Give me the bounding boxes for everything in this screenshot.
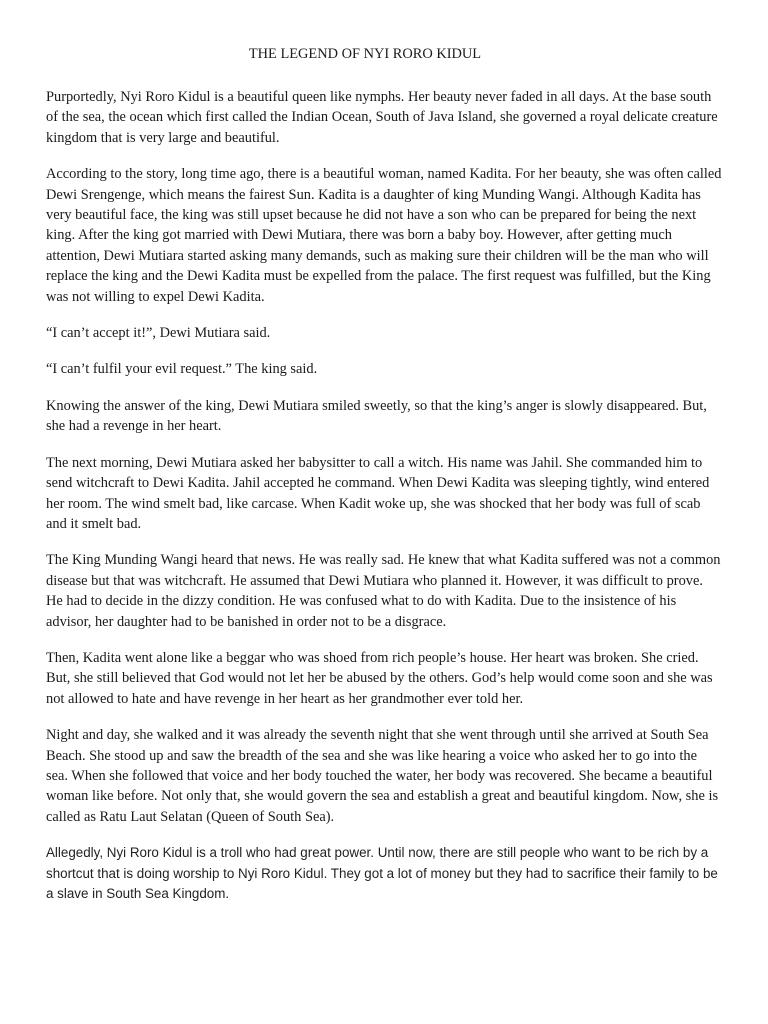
page-title: THE LEGEND OF NYI RORO KIDUL — [248, 46, 482, 62]
paragraph-3: “I can’t accept it!”, Dewi Mutiara said. — [46, 325, 271, 342]
paragraph-8: Then, Kadita went alone like a beggar who was shoed from rich people’s house. Her heart was broken. She cried. But, she still believed that God would not let her be abused by the others. God’s help would come soon and she was not allowed to hate and have revenge in her heart as her grandmother ever told her. — [46, 649, 713, 707]
paragraph-6: The next morning, Dewi Mutiara asked her babysitter to call a witch. His name was Jahil. She commanded him to send witchcraft to Dewi Kadita. Jahil accepted he command. When Dewi Kadita was sleeping tightly, wind entered her room. The wind smelt bad, like carcase. When Kadit woke up, she was shocked that her body was full of scab and it smelt bad. — [46, 454, 710, 532]
paragraph-7: The King Munding Wangi heard that news. He was really sad. He knew that what Kadita suffered was not a common disease but that was witchcraft. He assumed that Dewi Mutiara who planned it. However, it was difficult to prove. He had to decide in the dizzy condition. He was confused what to do with Kadita. Due to the insistence of his advisor, her daughter had to be banished in order not to be a disgrace. — [46, 552, 721, 630]
paragraph-2: According to the story, long time ago, there is a beautiful woman, named Kadita. For her beauty, she was often called Dewi Srengenge, which means the fairest Sun. Kadita is a daughter of king Munding Wangi. Although Kadita has very beautiful face, the king was still upset because he did not have a son who can be prepared for being the next king. After the king got married with Dewi Mutiara, there was born a baby boy. However, after getting much attention, Dewi Mutiara started asking many demands, such as making sure their children will be the man who will replace the king and the Dewi Kadita must be expelled from the palace. The first request was fulfilled, but the King was not willing to expel Dewi Kadita. — [46, 166, 722, 305]
paragraph-10: Allegedly, Nyi Roro Kidul is a troll who had great power. Until now, there are still people who want to be rich by a shortcut that is doing worship to Nyi Roro Kidul. They got a lot of money but they had to sacrifice their family to be a slave in South Sea Kingdom. — [46, 845, 718, 901]
paragraph-9: Night and day, she walked and it was already the seventh night that she went through until she arrived at South Sea Beach. She stood up and saw the breadth of the sea and she was like hearing a voice who asked her to go into the sea. When she followed that voice and her body touched the water, her body was recovered. She became a beautiful woman like before. Not only that, she would govern the sea and establish a great and beautiful kingdom. Now, she is called as Ratu Laut Selatan (Queen of South Sea). — [46, 727, 719, 825]
paragraph-4: “I can’t fulfil your evil request.” The king said. — [46, 361, 318, 378]
paragraph-1: Purportedly, Nyi Roro Kidul is a beautiful queen like nymphs. Her beauty never faded in all days. At the base south of the sea, the ocean which first called the Indian Ocean, South of Java Island, she governed a royal delicate creature kingdom that is very large and beautiful. — [46, 89, 718, 146]
document-body — [46, 87, 722, 920]
paragraph-5: Knowing the answer of the king, Dewi Mutiara smiled sweetly, so that the king’s anger is slowly disappeared. But, she had a revenge in her heart. — [46, 397, 707, 435]
